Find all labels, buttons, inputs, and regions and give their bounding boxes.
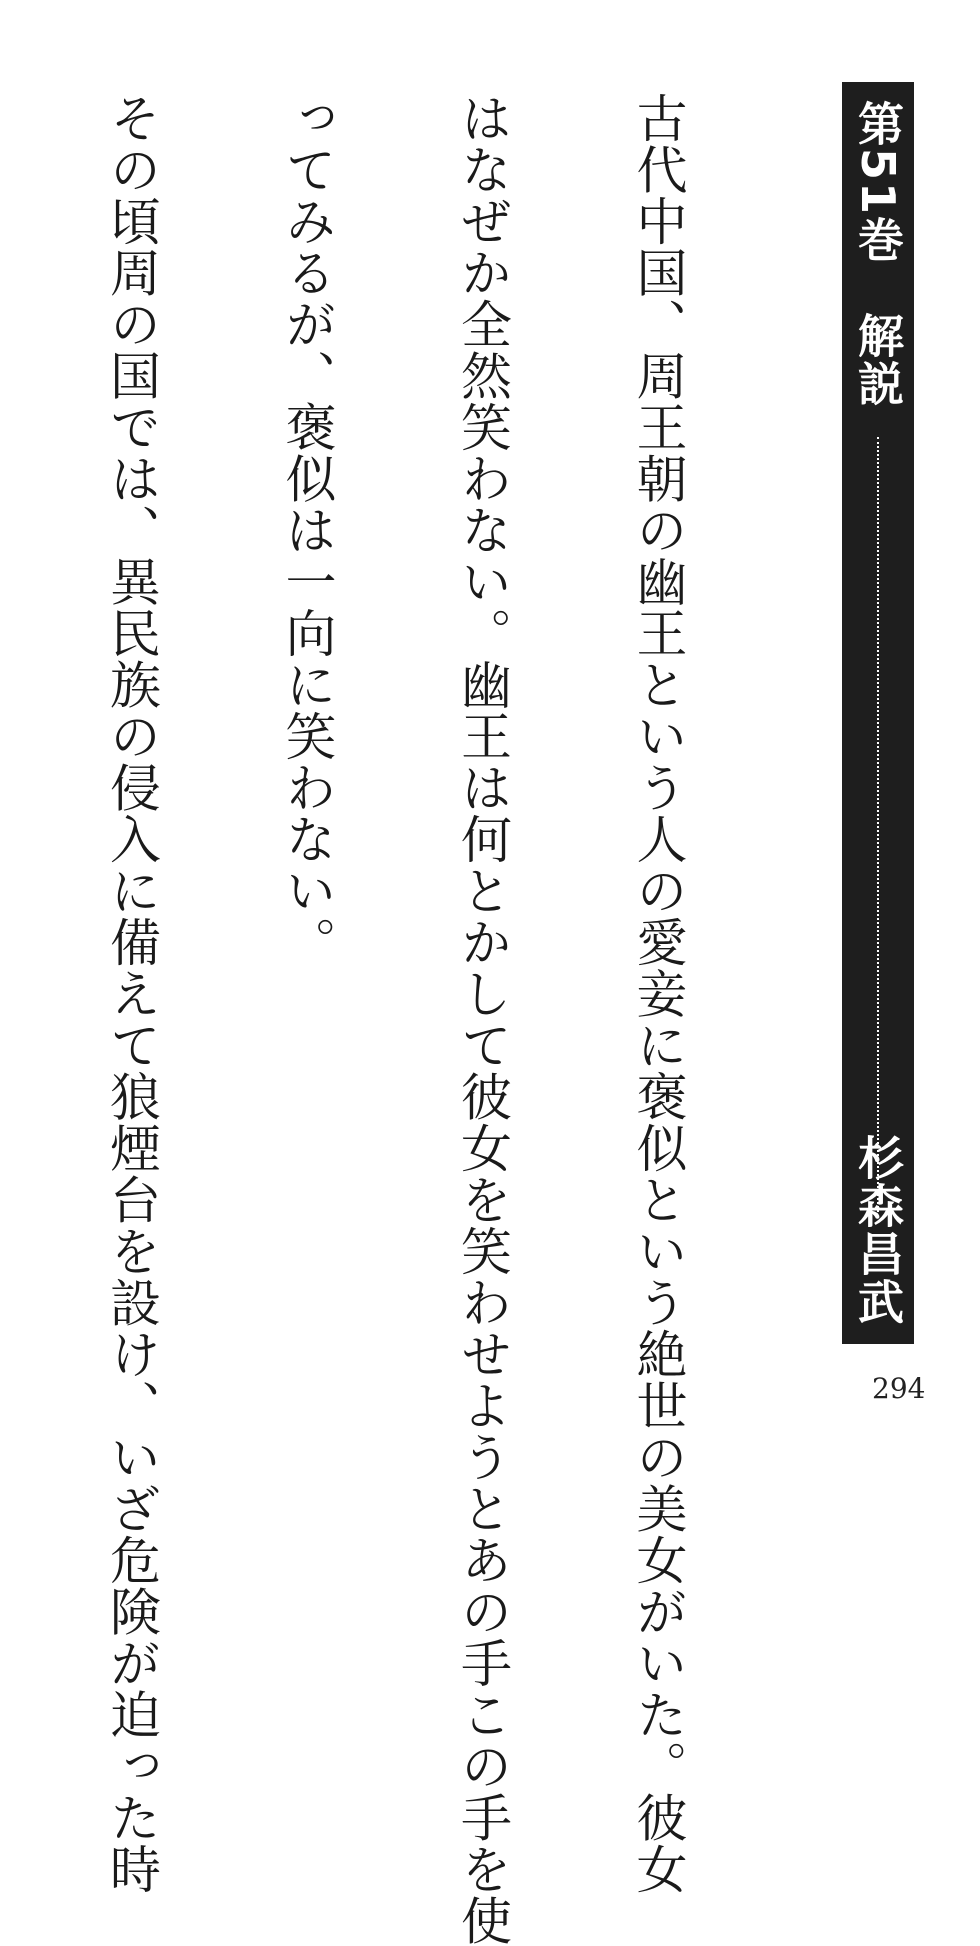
author-name: 杉森昌武 [851, 1134, 905, 1326]
title-bar [842, 82, 914, 1344]
body-text [0, 92, 802, 1946]
chapter-title: 第51巻 解説 [851, 100, 905, 409]
title-dotted-leader [877, 437, 879, 1212]
text-column: その頃周の国では、異民族の侵入に備えて狼煙台を設け、いざ危険が迫った時 [100, 92, 160, 1895]
text-column: はなぜか全然笑わない。幽王は何とかして彼女を笑わせようとあの手この手を使 [451, 92, 511, 1946]
text-column: ってみるが、褒似は一向に笑わない。 [276, 92, 335, 968]
page-number: 294 [872, 1372, 926, 1405]
text-column: 古代中国、周王朝の幽王という人の愛妾に褒似という絶世の美女がいた。彼女 [627, 92, 686, 1895]
